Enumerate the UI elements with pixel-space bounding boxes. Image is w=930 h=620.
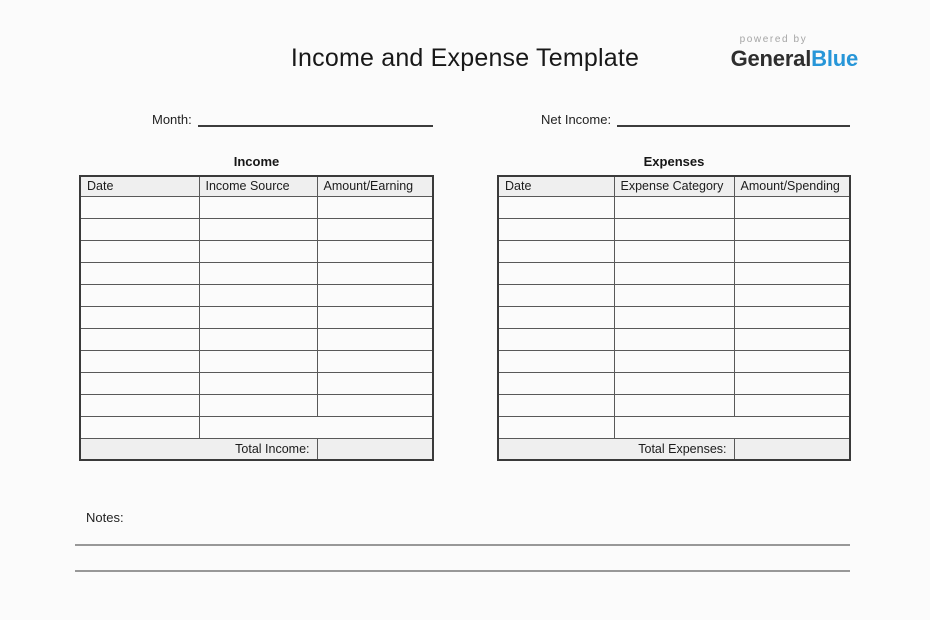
table-row (498, 350, 850, 372)
table-row (80, 394, 433, 416)
table-cell[interactable] (199, 262, 317, 284)
table-cell[interactable] (614, 284, 734, 306)
table-row (498, 196, 850, 218)
table-row (80, 218, 433, 240)
powered-by-text: powered by (739, 34, 808, 45)
table-row (498, 372, 850, 394)
table-row (80, 372, 433, 394)
table-cell[interactable] (734, 394, 850, 416)
table-row (80, 328, 433, 350)
table-cell[interactable] (80, 306, 199, 328)
expenses-section-title: Expenses (643, 154, 705, 169)
net-income-label: Net Income: (541, 112, 612, 127)
table-cell[interactable] (734, 306, 850, 328)
table-cell[interactable] (498, 372, 614, 394)
table-cell[interactable] (498, 416, 614, 438)
table-row (498, 328, 850, 350)
table-cell[interactable] (317, 350, 433, 372)
table-cell[interactable] (734, 240, 850, 262)
table-cell[interactable] (199, 394, 317, 416)
expenses-total-row (498, 438, 850, 460)
table-cell[interactable] (317, 284, 433, 306)
table-row (80, 284, 433, 306)
table-cell[interactable] (317, 240, 433, 262)
table-cell[interactable] (498, 350, 614, 372)
table-row (498, 416, 850, 438)
income-section-title: Income (233, 154, 280, 169)
month-label: Month: (152, 112, 192, 127)
expenses-col-header-date: Date (498, 176, 614, 196)
income-col-header-amount: Amount/Earning (317, 176, 433, 196)
table-row (80, 262, 433, 284)
expenses-header-row (498, 176, 850, 196)
notes-label: Notes: (86, 510, 124, 525)
expenses-total-label: Total Expenses: (498, 438, 734, 460)
table-cell[interactable] (317, 328, 433, 350)
month-input-line[interactable] (198, 111, 433, 127)
table-row (498, 284, 850, 306)
table-row (498, 306, 850, 328)
table-cell[interactable] (317, 262, 433, 284)
table-cell[interactable] (199, 350, 317, 372)
brand-general: General (730, 46, 812, 71)
income-table (79, 175, 434, 461)
table-cell[interactable] (199, 218, 317, 240)
table-cell[interactable] (498, 284, 614, 306)
table-cell[interactable] (614, 196, 734, 218)
income-total-label: Total Income: (80, 438, 317, 460)
table-cell[interactable] (498, 306, 614, 328)
table-cell[interactable] (734, 196, 850, 218)
table-cell[interactable] (80, 416, 199, 438)
table-row (80, 196, 433, 218)
table-cell[interactable] (80, 196, 199, 218)
expenses-col-header-category: Expense Category (614, 176, 734, 196)
expenses-total-value-cell[interactable] (734, 438, 850, 460)
income-total-row (80, 438, 433, 460)
table-cell[interactable] (199, 196, 317, 218)
table-cell[interactable] (80, 218, 199, 240)
table-cell[interactable] (317, 372, 433, 394)
table-row (80, 350, 433, 372)
table-cell[interactable] (317, 306, 433, 328)
table-cell[interactable] (498, 262, 614, 284)
table-cell[interactable] (614, 350, 734, 372)
income-total-value-cell[interactable] (317, 438, 433, 460)
table-cell[interactable] (734, 218, 850, 240)
table-cell[interactable] (614, 306, 734, 328)
expenses-table (497, 175, 851, 461)
table-cell[interactable] (80, 284, 199, 306)
table-cell[interactable] (498, 328, 614, 350)
page-title: Income and Expense Template (290, 44, 640, 72)
table-cell[interactable] (614, 416, 850, 438)
table-cell[interactable] (498, 394, 614, 416)
table-cell[interactable] (317, 196, 433, 218)
net-income-input-line[interactable] (617, 111, 850, 127)
table-row (498, 218, 850, 240)
expenses-col-header-amount: Amount/Spending (734, 176, 850, 196)
table-cell[interactable] (498, 196, 614, 218)
income-col-header-date: Date (80, 176, 199, 196)
table-cell[interactable] (80, 394, 199, 416)
table-cell[interactable] (734, 328, 850, 350)
brand-blue: Blue (811, 46, 858, 71)
table-cell[interactable] (614, 240, 734, 262)
table-cell[interactable] (734, 372, 850, 394)
table-cell[interactable] (614, 394, 734, 416)
table-cell[interactable] (199, 416, 433, 438)
table-cell[interactable] (498, 218, 614, 240)
table-row (80, 306, 433, 328)
table-row (80, 416, 433, 438)
table-cell[interactable] (199, 372, 317, 394)
table-cell[interactable] (80, 240, 199, 262)
table-cell[interactable] (199, 328, 317, 350)
table-cell[interactable] (199, 306, 317, 328)
table-cell[interactable] (317, 218, 433, 240)
table-cell[interactable] (80, 372, 199, 394)
table-cell[interactable] (614, 372, 734, 394)
income-header-row (80, 176, 433, 196)
table-cell[interactable] (734, 262, 850, 284)
table-cell[interactable] (80, 262, 199, 284)
income-col-header-source: Income Source (199, 176, 317, 196)
table-cell[interactable] (614, 262, 734, 284)
table-cell[interactable] (498, 240, 614, 262)
notes-input-line-2[interactable] (75, 557, 850, 572)
table-cell[interactable] (614, 218, 734, 240)
table-cell[interactable] (734, 350, 850, 372)
table-cell[interactable] (80, 328, 199, 350)
table-cell[interactable] (199, 284, 317, 306)
table-row (498, 262, 850, 284)
table-cell[interactable] (317, 394, 433, 416)
table-cell[interactable] (734, 284, 850, 306)
table-row (498, 394, 850, 416)
table-cell[interactable] (199, 240, 317, 262)
table-cell[interactable] (614, 328, 734, 350)
table-row (80, 240, 433, 262)
table-cell[interactable] (80, 350, 199, 372)
table-row (498, 240, 850, 262)
notes-input-line-1[interactable] (75, 531, 850, 546)
